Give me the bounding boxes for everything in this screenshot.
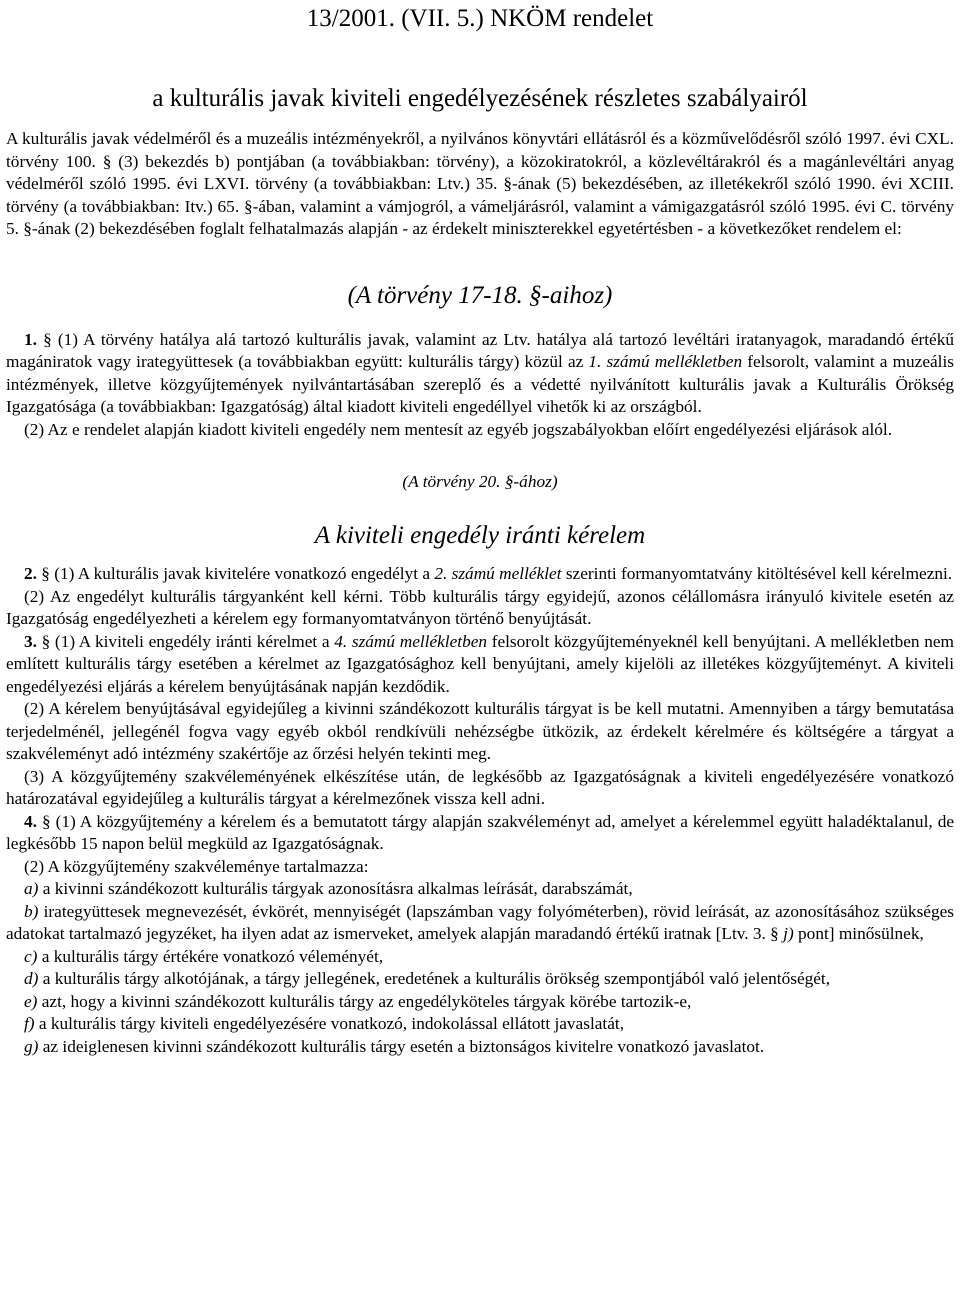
paragraph-number: 4. xyxy=(24,811,37,831)
document-subtitle: a kulturális javak kiviteli engedélyezésének részletes szabályairól xyxy=(152,85,808,112)
paragraph-2-2: (2) Az engedélyt kulturális tárgyanként kell kérni. Több kulturális tárgy egyidejű, azonos célállomásra irányuló kivitele esetén az Igazgatóság engedélyezheti a kérelem egy formanyomtatványon történő benyújtását. xyxy=(6,586,954,628)
list-item-d: d) a kulturális tárgy alkotójának, a tárgy jellegének, eredetének a kulturális örökség szempontjából való jelentőségét, xyxy=(24,969,831,988)
list-item-a: a) a kivinni szándékozott kulturális tárgyak azonosításra alkalmas leírását, darabszámát, xyxy=(24,879,633,898)
section-heading-2: A kiviteli engedély iránti kérelem xyxy=(314,522,646,549)
annex-reference: 4. számú mellékletben xyxy=(334,631,488,651)
preamble-paragraph: A kulturális javak védelméről és a muzeális intézményekről, a nyilvános könyvtári ellátásról és a közművelődésről szóló 1997. évi CXL. törvény 100. § (3) bekezdés b) pontjában (a továbbiakban: törvény), a közokiratokról, a közlevéltárakról és a magánlevéltári anyag védelméről szóló 1995. évi LXVI. törvény (a továbbiakban: Ltv.) 35. §-ának (5) bekezdésében, az illetékekről szóló 1990. évi XCIII. törvény (a továbbiakban: Itv.) 65. §-ában, valamint a vámjogról, a vámeljárásról, valamint a vámigazgatásról szóló 1995. évi C. törvény 5. §-ának (2) bekezdésében foglalt felhatalmazás alapján - az érdekelt miniszterekkel egyetértésben - a következőket rendelem el: xyxy=(6,129,954,238)
paragraph-4-1: 4. § (1) A közgyűjtemény a kérelem és a bemutatott tárgy alapján szakvéleményt ad, amelyet a kérelemmel együtt haladéktalanul, de legkésőbb 15 napon belül megküld az Igazgatóságnak. xyxy=(6,811,954,853)
paragraph-3-1: 3. § (1) A kiviteli engedély iránti kérelmet a 4. számú mellékletben felsorolt közgyűjteményeknél kell benyújtani. A mellékletben nem említett kulturális tárgy esetében a kérelmet az Igazgatósághoz kell benyújtani, amely kijelöli az illetékes közgyűjteményt. A kiviteli engedélyezési eljárás a kérelem benyújtásának napján kezdődik. xyxy=(6,631,954,696)
paragraph-4-2: (2) A közgyűjtemény szakvéleménye tartalmazza: xyxy=(24,856,369,876)
paragraph-3-2: (2) A kérelem benyújtásával egyidejűleg a kivinni szándékozott kulturális tárgyat is be kell mutatni. Amennyiben a tárgy bemutatása terjedelménél, jellegénél fogva vagy egyéb okból rendkívüli nehézségbe ütközik, az érdekelt kérelmére és költségére a tárgyat a szakvéleményt adó intézmény szakértője az őrzési helyén tekinti meg. xyxy=(6,699,954,763)
paragraph-2-1: 2. § (1) A kulturális javak kivitelére vonatkozó engedélyt a 2. számú melléklet szerinti formanyomtatvány kitöltésével kell kérelmezni. xyxy=(24,564,953,583)
annex-reference: 1. számú mellékletben xyxy=(588,352,743,371)
list-item-f: f) a kulturális tárgy kiviteli engedélyezésére vonatkozó, indokolással ellátott javaslatát, xyxy=(24,1014,625,1033)
section-heading-2-small: (A törvény 20. §-ához) xyxy=(402,472,558,491)
paragraph-number: 1. xyxy=(24,329,37,349)
paragraph-1-1: 1. § (1) A törvény hatálya alá tartozó kulturális javak, valamint az Ltv. hatálya alá tartozó levéltári iratanyagok, maradandó értékű magániratok vagy irategyüttesek (a továbbiakban együtt: kulturális tárgy) közül az 1. számú mellékletben felsorolt, valamint a muzeális intézmények, illetve közgyűjtemények nyilvántartásában szereplő és a védetté nyilvánított kulturális javak a Kulturális Örökség Igazgatósága (a továbbiakban: Igazgatóság) által kiadott kiviteli engedéllyel vihetők ki az országból. xyxy=(6,329,954,416)
list-item-g: g) az ideiglenesen kivinni szándékozott kulturális tárgy esetén a biztonságos kivitelre vonatkozó javaslatot. xyxy=(24,1036,765,1056)
document-page xyxy=(0,4,960,1058)
paragraph-number: 3. xyxy=(24,631,37,651)
section-heading-1: (A törvény 17-18. §-aihoz) xyxy=(347,281,613,309)
list-item-c: c) a kulturális tárgy értékére vonatkozó véleményét, xyxy=(24,946,384,966)
paragraph-number: 2. xyxy=(24,564,37,583)
document-title: 13/2001. (VII. 5.) NKÖM rendelet xyxy=(306,5,654,32)
list-item-e: e) azt, hogy a kivinni szándékozott kulturális tárgy az engedélyköteles tárgyak körébe tartozik-e, xyxy=(24,991,692,1011)
list-item-b: b) irategyüttesek megnevezését, évkörét, mennyiségét (lapszámban vagy folyóméterben), rövid leírását, az azonosításához szükséges adatokat tartalmazó jegyzéket, ha ilyen adat az ismerveket, amelyek alapján maradandó értékű iratnak [Ltv. 3. § j) pont] minősülnek, xyxy=(6,901,954,943)
paragraph-3-3: (3) A közgyűjtemény szakvéleményének elkészítése után, de legkésőbb az Igazgatóságnak a kiviteli engedélyezésére vonatkozó határozatával egyidejűleg a kulturális tárgyat a kérelmezőnek vissza kell adni. xyxy=(6,766,954,808)
annex-reference: 2. számú melléklet xyxy=(434,564,562,583)
paragraph-1-2: (2) Az e rendelet alapján kiadott kiviteli engedély nem mentesít az egyéb jogszabályokban előírt engedélyezési eljárások alól. xyxy=(24,419,893,439)
